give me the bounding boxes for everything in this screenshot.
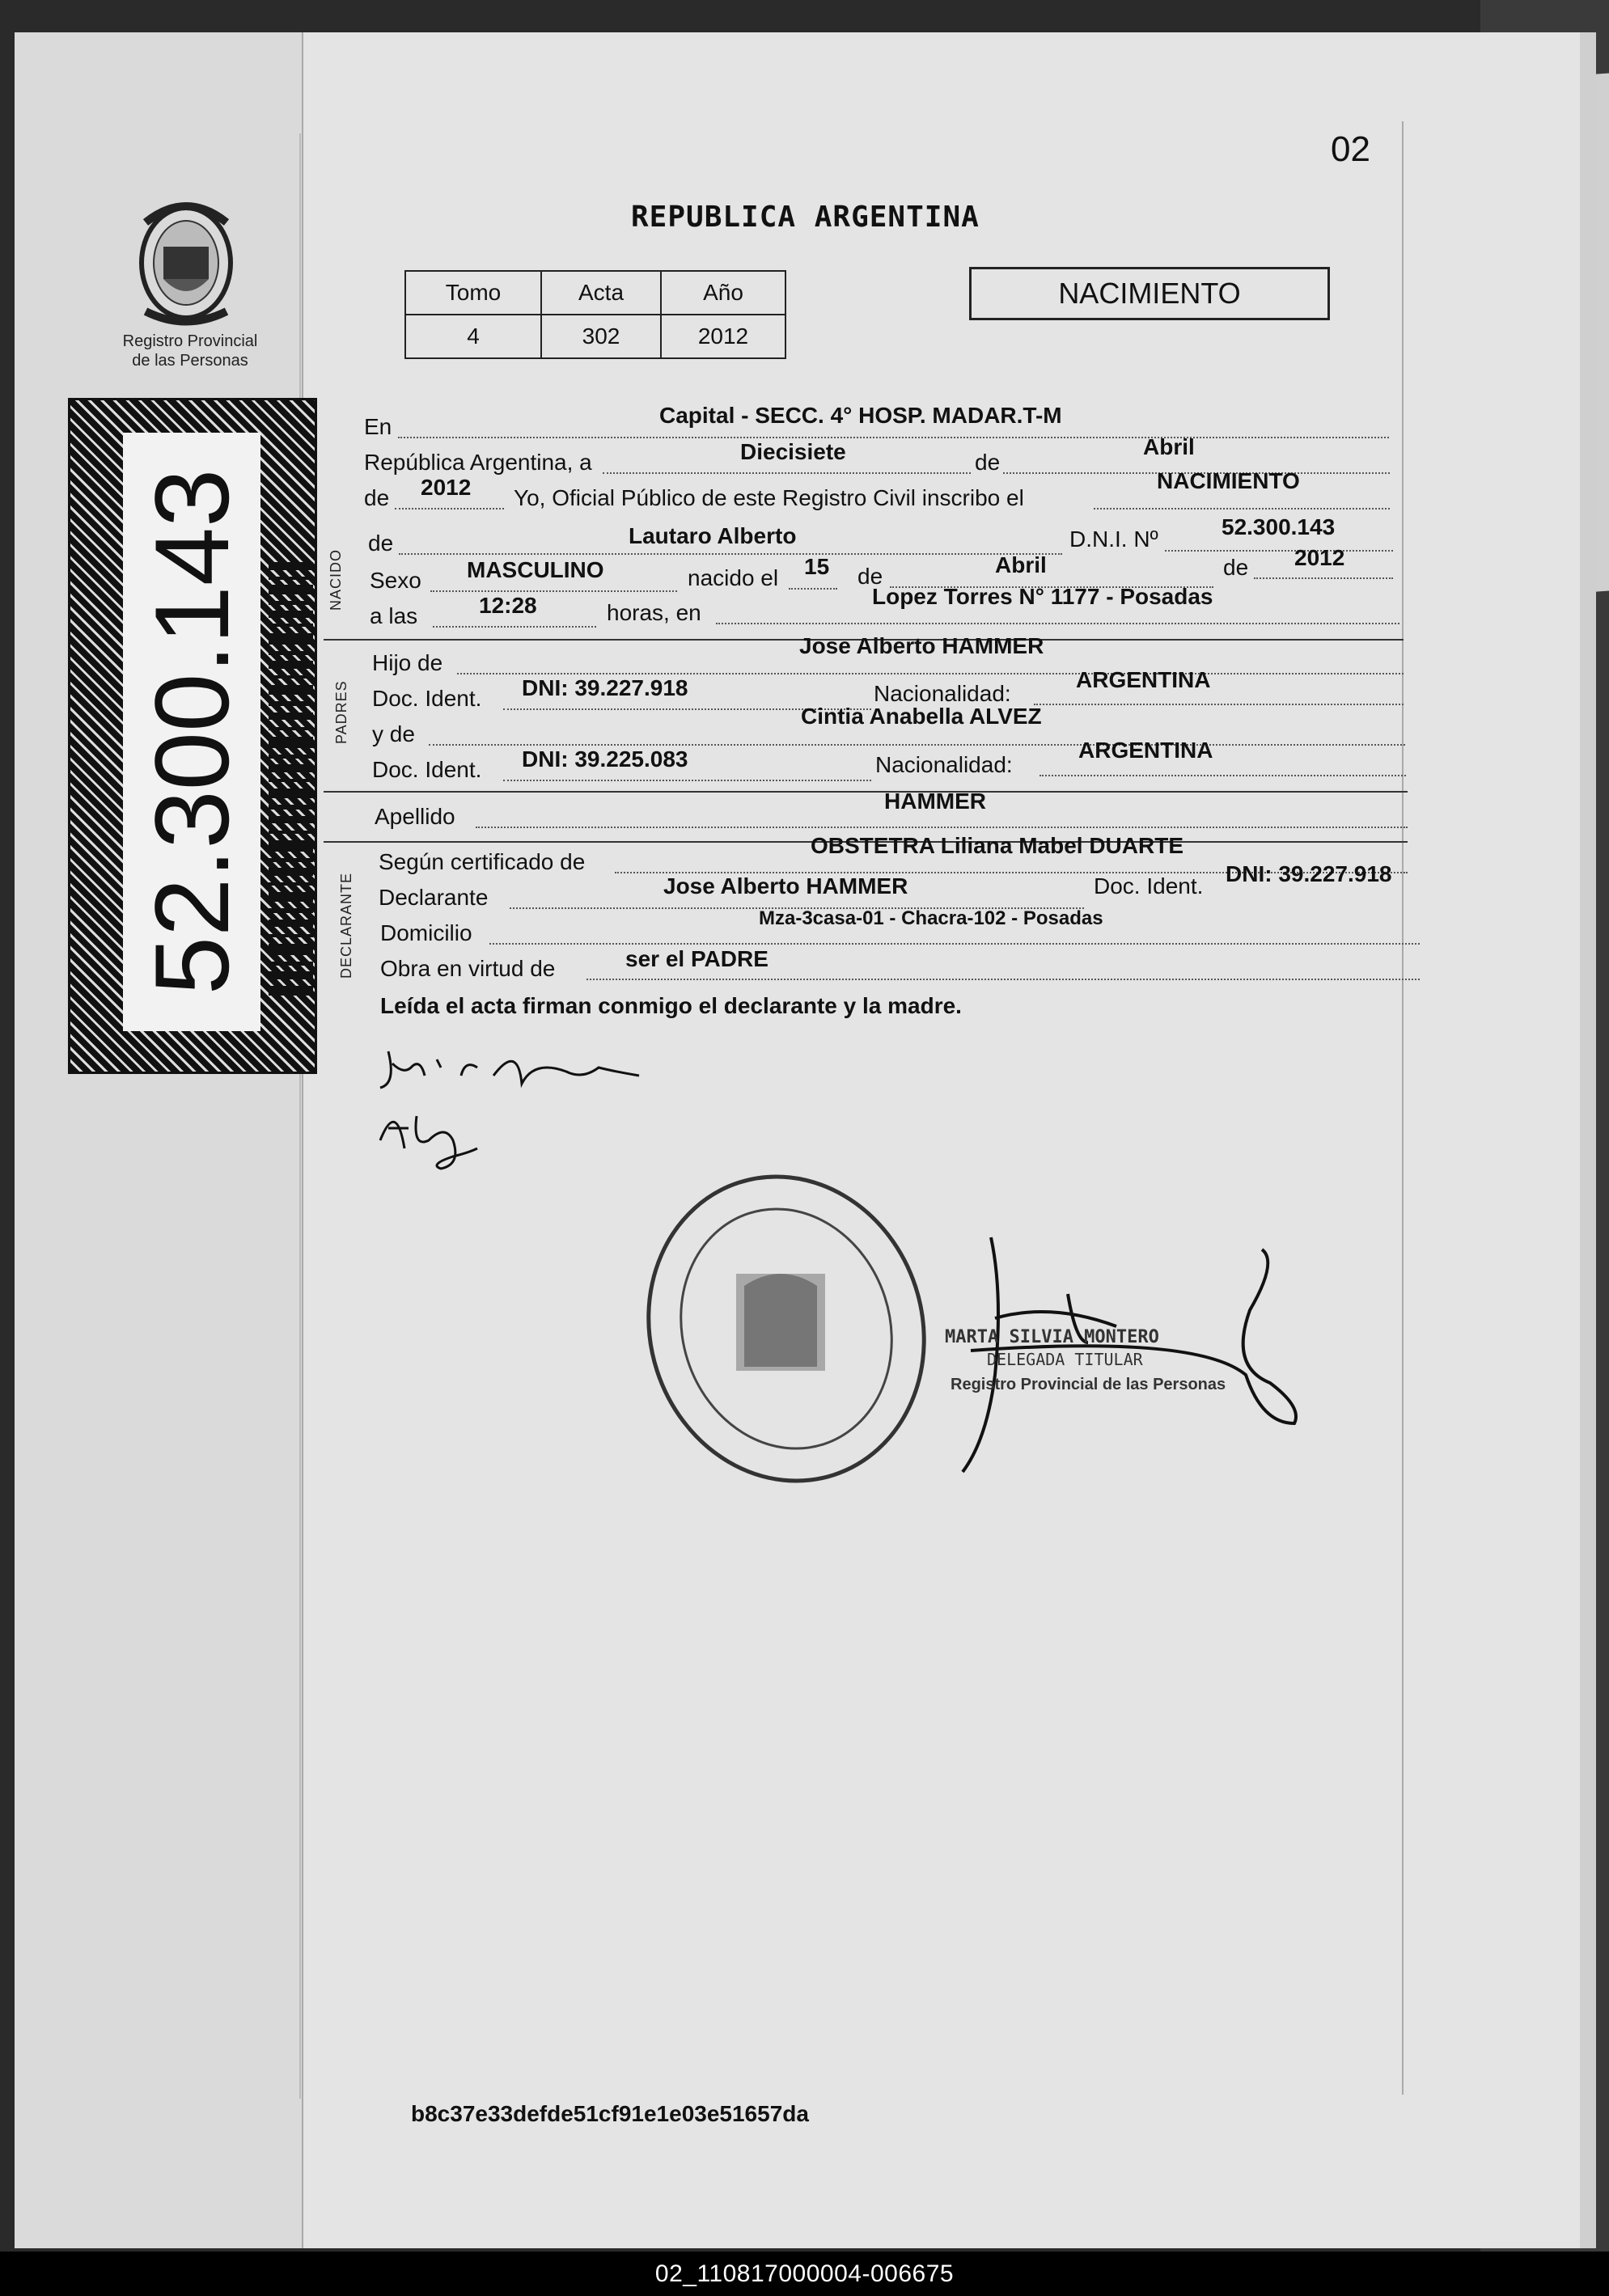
label-nacionalidad-madre: Nacionalidad: bbox=[875, 752, 1013, 777]
label-de-nombre: de bbox=[368, 531, 394, 556]
issuer-line2: de las Personas bbox=[132, 352, 248, 370]
value-nombre: Lautaro Alberto bbox=[629, 523, 797, 548]
label-obra: Obra en virtud de bbox=[380, 956, 556, 981]
label-doc-ident-padre: Doc. Ident. bbox=[372, 686, 482, 711]
value-anio-nac: 2012 bbox=[1294, 545, 1345, 570]
label-en: En bbox=[364, 414, 392, 439]
label-domicilio: Domicilio bbox=[380, 920, 472, 945]
value-madre-nac: ARGENTINA bbox=[1078, 738, 1213, 763]
value-padre-doc: DNI: 39.227.918 bbox=[522, 675, 688, 700]
label-horas-en: horas, en bbox=[607, 600, 701, 625]
official-seal-icon bbox=[610, 1140, 963, 1516]
value-mes-nac: Abril bbox=[995, 552, 1047, 577]
label-de: de bbox=[975, 450, 1001, 475]
acta-value-acta: 302 bbox=[541, 315, 661, 358]
label-apellido: Apellido bbox=[375, 804, 455, 829]
stamp-line2: DELEGADA TITULAR bbox=[987, 1350, 1143, 1369]
label-nacionalidad-padre: Nacionalidad: bbox=[874, 681, 1011, 706]
acta-header-acta: Acta bbox=[541, 271, 661, 315]
value-sexo: MASCULINO bbox=[467, 557, 604, 582]
label-de-anio: de bbox=[364, 485, 390, 510]
document-title: REPUBLICA ARGENTINA bbox=[631, 201, 980, 234]
acta-value-anio: 2012 bbox=[661, 315, 785, 358]
value-certificado: OBSTETRA Liliana Mabel DUARTE bbox=[811, 833, 1184, 858]
page-number: 02 bbox=[1331, 129, 1370, 169]
issuer-line1: Registro Provincial bbox=[122, 332, 258, 350]
label-dni: D.N.I. Nº bbox=[1069, 526, 1158, 552]
side-label-declarante: DECLARANTE bbox=[338, 872, 354, 979]
value-apellido: HAMMER bbox=[884, 789, 986, 814]
value-dni: 52.300.143 bbox=[1222, 514, 1336, 539]
label-nacido-el: nacido el bbox=[688, 565, 779, 590]
label-sexo: Sexo bbox=[370, 568, 421, 593]
value-hora: 12:28 bbox=[479, 593, 537, 618]
acta-header-anio: Año bbox=[661, 271, 785, 315]
acta-value-tomo: 4 bbox=[405, 315, 541, 358]
label-de-mes: de bbox=[857, 564, 883, 589]
closing-statement: Leída el acta firman conmigo el declarante y la madre. bbox=[380, 993, 962, 1018]
label-a-las: a las bbox=[370, 603, 418, 628]
stamp-line1: MARTA SILVIA MONTERO bbox=[945, 1327, 1159, 1347]
label-doc-ident-madre: Doc. Ident. bbox=[372, 757, 482, 782]
stamp-line3: Registro Provincial de las Personas bbox=[951, 1376, 1226, 1393]
signature-madre bbox=[380, 1116, 477, 1169]
value-madre: Cintia Anabella ALVEZ bbox=[801, 704, 1042, 729]
value-declarante-doc: DNI: 39.227.918 bbox=[1226, 861, 1392, 886]
acta-header-tomo: Tomo bbox=[405, 271, 541, 315]
side-label-padres: PADRES bbox=[333, 680, 349, 744]
sticker-number: 52.300.143 bbox=[133, 468, 251, 996]
value-madre-doc: DNI: 39.225.083 bbox=[522, 746, 688, 772]
label-segun: Según certificado de bbox=[379, 849, 586, 874]
value-padre: Jose Alberto HAMMER bbox=[799, 633, 1044, 658]
document-hash: b8c37e33defde51cf91e1e03e51657da bbox=[411, 2101, 809, 2126]
label-y-de: y de bbox=[372, 721, 415, 746]
label-yo: Yo, Oficial Público de este Registro Civil inscribo el bbox=[514, 485, 1024, 510]
image-footer: 02_110817000004-006675 bbox=[0, 2252, 1609, 2296]
value-acto: NACIMIENTO bbox=[1157, 468, 1300, 493]
label-republica: República Argentina, a bbox=[364, 450, 592, 475]
label-de-anio-nac: de bbox=[1223, 555, 1249, 580]
value-lugar-nac: Lopez Torres N° 1177 - Posadas bbox=[872, 584, 1213, 609]
label-hijo-de: Hijo de bbox=[372, 650, 443, 675]
value-obra: ser el PADRE bbox=[625, 946, 769, 971]
value-domicilio: Mza-3casa-01 - Chacra-102 - Posadas bbox=[759, 907, 1103, 929]
value-lugar: Capital - SECC. 4° HOSP. MADAR.T-M bbox=[659, 403, 1062, 428]
value-dia-nac: 15 bbox=[804, 554, 830, 579]
record-type-box: NACIMIENTO bbox=[969, 267, 1330, 320]
signature-declarante bbox=[380, 1051, 639, 1088]
value-declarante: Jose Alberto HAMMER bbox=[663, 873, 908, 899]
value-mes: Abril bbox=[1143, 434, 1195, 459]
label-declarante: Declarante bbox=[379, 885, 489, 910]
value-dia-letras: Diecisiete bbox=[740, 439, 846, 464]
side-label-nacido: NACIDO bbox=[328, 548, 344, 611]
value-padre-nac: ARGENTINA bbox=[1076, 667, 1211, 692]
value-anio: 2012 bbox=[421, 475, 472, 500]
label-doc-ident-declarante: Doc. Ident. bbox=[1094, 873, 1204, 899]
